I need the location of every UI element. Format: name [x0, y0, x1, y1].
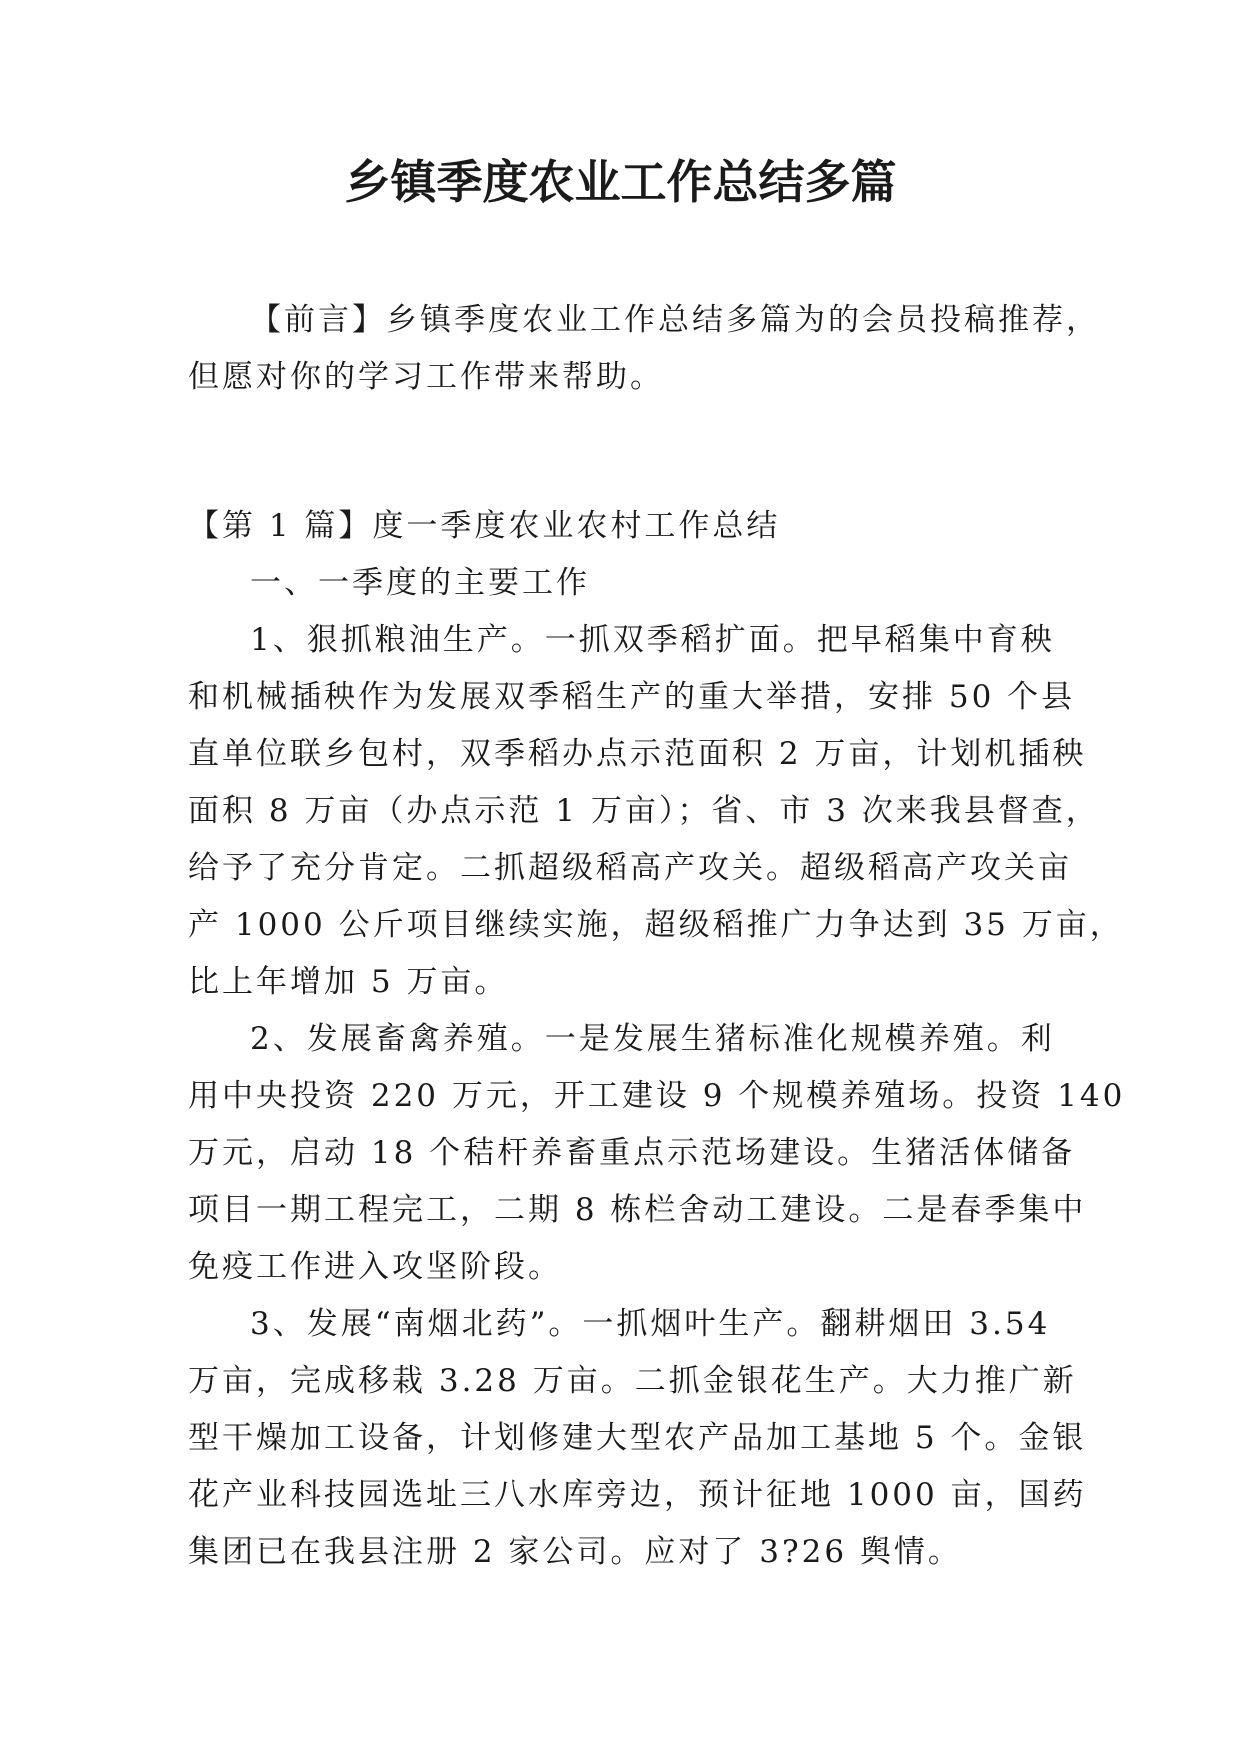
paragraph-line: 和机械插秧作为发展双季稻生产的重大举措，安排 50 个县	[188, 679, 1076, 715]
paragraph-line: 型干燥加工设备，计划修建大型农产品加工基地 5 个。金银	[188, 1420, 1087, 1456]
paragraph-line: 比上年增加 5 万亩。	[188, 964, 509, 1000]
subheading: 一、一季度的主要工作	[250, 565, 590, 601]
preface-paragraph	[188, 292, 1100, 406]
body-paragraph-2	[188, 1011, 1126, 1296]
section-heading: 【第 1 篇】度一季度农业农村工作总结	[188, 508, 781, 544]
paragraph-line: 1、狠抓粮油生产。一抓双季稻扩面。把早稻集中育秧	[250, 622, 1055, 658]
paragraph-line: 项目一期工程完工，二期 8 栋栏舍动工建设。二是春季集中	[188, 1192, 1087, 1228]
paragraph-line: 万亩，完成移栽 3.28 万亩。二抓金银花生产。大力推广新	[188, 1363, 1077, 1399]
preface-line: 但愿对你的学习工作带来帮助。	[188, 359, 664, 395]
paragraph-line: 给予了充分肯定。二抓超级稻高产攻关。超级稻高产攻关亩	[188, 850, 1072, 886]
spacer	[188, 406, 1088, 498]
body-paragraph-1	[188, 612, 1124, 1011]
paragraph-line: 免疫工作进入攻坚阶段。	[188, 1249, 562, 1285]
body-paragraph-3	[188, 1296, 1088, 1581]
paragraph-line: 集团已在我县注册 2 家公司。应对了 3?26 舆情。	[188, 1534, 962, 1570]
paragraph-line: 万元，启动 18 个秸杆养畜重点示范场建设。生猪活体储备	[188, 1135, 1076, 1171]
paragraph-line: 直单位联乡包村，双季稻办点示范面积 2 万亩，计划机插秧	[188, 736, 1087, 772]
paragraph-line: 面积 8 万亩（办点示范 1 万亩）；省、市 3 次来我县督查，	[188, 793, 1100, 829]
document-body	[188, 292, 1126, 1581]
paragraph-line: 2、发展畜禽养殖。一是发展生猪标准化规模养殖。利	[250, 1021, 1055, 1057]
paragraph-line: 3、发展“南烟北药”。一抓烟叶生产。翻耕烟田 3.54	[250, 1306, 1051, 1342]
paragraph-line: 产 1000 公斤项目继续实施，超级稻推广力争达到 35 万亩，	[188, 907, 1124, 943]
preface-line: 【前言】乡镇季度农业工作总结多篇为的会员投稿推荐，	[250, 302, 1100, 338]
document-title: 乡镇季度农业工作总结多篇	[344, 155, 897, 209]
paragraph-line: 用中央投资 220 万元，开工建设 9 个规模养殖场。投资 140	[188, 1078, 1126, 1114]
paragraph-line: 花产业科技园选址三八水库旁边，预计征地 1000 亩，国药	[188, 1477, 1087, 1513]
